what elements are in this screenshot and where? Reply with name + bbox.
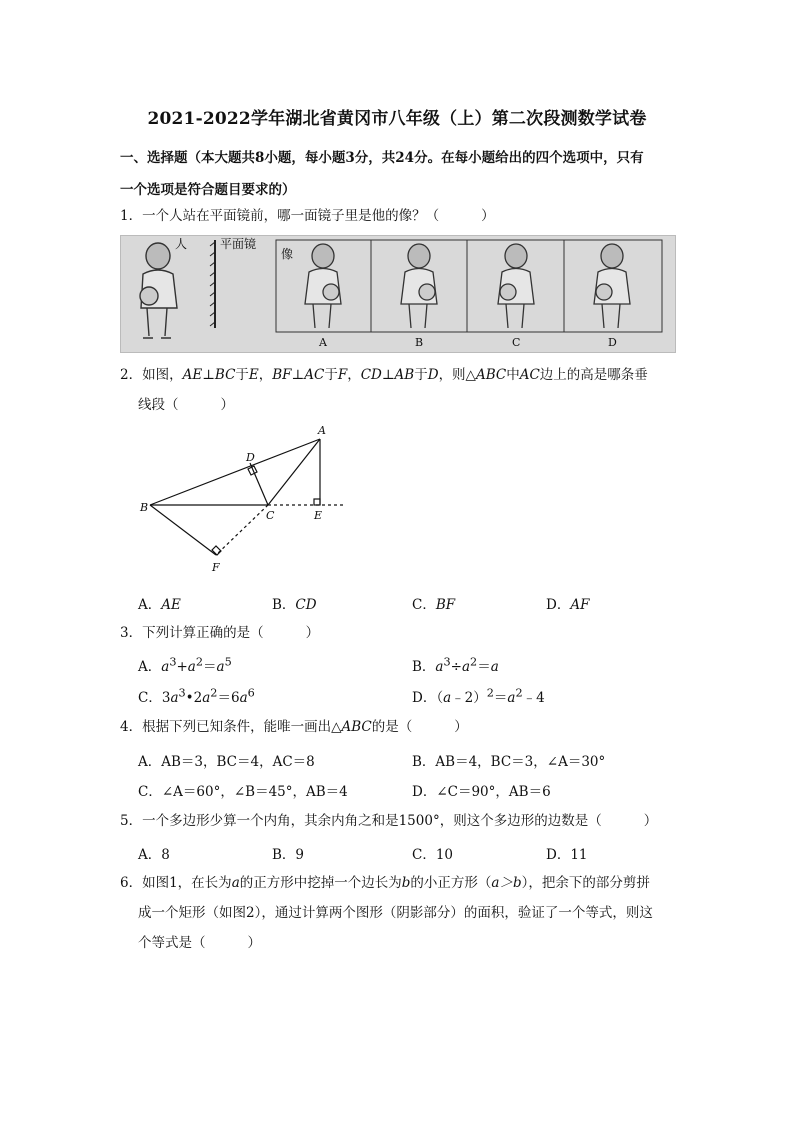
question-text: 的正方形中挖掉一个边长为	[239, 875, 402, 891]
q2-math: AE⊥BC	[182, 367, 236, 383]
q2-option-c	[412, 593, 455, 613]
question-text: 的小正方形（	[410, 875, 492, 891]
question-text: 下列计算正确的是（	[142, 625, 264, 641]
math-operator: ÷	[450, 659, 462, 675]
option-value: 11	[570, 847, 588, 863]
segment-bf	[150, 505, 216, 555]
question-close-paren: ）	[305, 625, 320, 641]
option-value: AB＝4，BC＝3，∠A＝30°	[435, 754, 606, 770]
math-coef: 3	[161, 690, 171, 706]
math-base: a	[187, 659, 196, 675]
choice-c-label: C	[512, 336, 521, 349]
q2-text: ，	[258, 367, 273, 383]
math-operator: ＝	[477, 659, 491, 675]
question-number: 1．	[120, 208, 143, 224]
option-value: 8	[161, 847, 170, 863]
option-label: C．	[138, 690, 162, 706]
question-close-paren: ）	[643, 813, 658, 829]
option-label: A．	[138, 659, 162, 675]
question-text: 的是（	[371, 719, 413, 735]
math-exponent: 3	[178, 686, 186, 700]
q6-math: a＞b	[491, 875, 522, 891]
math-exponent: 2	[470, 655, 478, 669]
q2-math: ABC	[475, 367, 507, 383]
math-operator: ﹣2）	[451, 690, 487, 706]
question-text: 个等式是（	[138, 935, 206, 951]
option-value: 9	[295, 847, 305, 863]
question-text: ），把余下的部分剪拼	[521, 875, 650, 891]
math-base: a	[507, 690, 516, 706]
question-close-paren: ）	[220, 397, 234, 413]
option-label: B．	[272, 597, 296, 613]
question-6	[120, 872, 650, 894]
math-exponent: 6	[247, 686, 255, 700]
math-exponent: 2	[210, 686, 218, 700]
math-exponent: 3	[169, 655, 177, 669]
math-base: a	[490, 659, 499, 675]
right-angle-e	[314, 499, 320, 505]
person-label: 人	[175, 237, 188, 251]
question-2	[120, 364, 648, 386]
question-text: 根据下列已知条件，能唯一画出△	[142, 719, 342, 735]
q2-text: 于	[414, 367, 428, 383]
point-b: B	[140, 501, 149, 514]
option-label: D．	[546, 597, 571, 613]
question-number: 5．	[120, 813, 143, 829]
image-label: 像	[281, 247, 294, 261]
option-value: BF	[435, 597, 456, 613]
option-label: D．	[412, 784, 437, 800]
option-a-figure	[305, 244, 341, 328]
math-operator: •	[185, 690, 194, 706]
question-close-paren: ）	[247, 935, 261, 951]
question-text: 一个多边形少算一个内角，其余内角之和是1500°，则这个多边形的边数是（	[142, 813, 602, 829]
page-title: 2021-2022学年湖北省黄冈市八年级（上）第二次段测数学试卷	[147, 109, 647, 129]
option-label: D．	[546, 847, 571, 863]
q4-option-b	[412, 750, 605, 770]
q3-option-b	[412, 655, 499, 675]
question-2-line2	[120, 394, 234, 416]
q5-option-d	[546, 843, 588, 863]
q2-text: ，	[347, 367, 361, 383]
option-label: C．	[412, 597, 436, 613]
point-c: C	[266, 509, 275, 522]
q2-text: 如图，	[142, 367, 183, 383]
choice-b-label: B	[415, 336, 424, 349]
section-heading-line2: 一个选项是符合题目要求的）	[120, 182, 296, 198]
option-label: A．	[138, 754, 162, 770]
q2-math: AC	[519, 367, 540, 383]
segment-cf-extension	[216, 505, 268, 555]
question-text: 一个人站在平面镜前，哪一面镜子里是他的像？（	[142, 208, 440, 224]
q6-math: a	[231, 875, 240, 891]
q2-math: CD⊥AB	[360, 367, 415, 383]
q5-option-b	[272, 843, 304, 863]
q2-text: 线段（	[138, 397, 179, 413]
math-exponent: 5	[224, 655, 232, 669]
q2-math: BF⊥AC	[272, 367, 325, 383]
math-operator: ﹣4	[522, 690, 545, 706]
question-close-paren: ）	[454, 719, 468, 735]
option-value: 10	[435, 847, 454, 863]
q4-option-d	[412, 780, 551, 800]
question-number: 3．	[120, 625, 143, 641]
option-label: C．	[412, 847, 436, 863]
option-label: A．	[138, 847, 162, 863]
question-number: 2．	[120, 367, 143, 383]
q3-option-a	[138, 655, 232, 675]
option-label: C．	[138, 784, 162, 800]
q2-text: 于	[324, 367, 338, 383]
q2-text: ，则△	[438, 367, 476, 383]
option-label: B．	[412, 659, 436, 675]
q5-option-c	[412, 843, 453, 863]
point-e: E	[314, 509, 323, 522]
question-6-line3	[138, 932, 261, 954]
math-base: a	[435, 659, 444, 675]
point-d: D	[246, 451, 255, 464]
q2-option-b	[272, 593, 317, 613]
question-4	[120, 716, 468, 738]
math-base: a	[216, 659, 225, 675]
math-base: a	[239, 690, 248, 706]
question-6-line2: 成一个矩形（如图2），通过计算两个图形（阴影部分）的面积，验证了一个等式，则这	[138, 905, 653, 921]
math-operator: ＝	[493, 690, 508, 706]
triangle-figure	[130, 425, 360, 580]
option-c-figure	[498, 244, 534, 328]
math-operator: +	[176, 659, 188, 675]
right-angle-d	[248, 466, 257, 475]
q2-text: 中	[506, 367, 520, 383]
q2-math: D	[427, 367, 439, 383]
math-base: a	[443, 690, 452, 706]
question-text: 如图1，在长为	[142, 875, 232, 891]
math-exponent: 3	[443, 655, 451, 669]
question-close-paren: ）	[481, 208, 495, 224]
math-coef: 2	[193, 690, 203, 706]
math-base: a	[202, 690, 211, 706]
q2-option-a	[138, 593, 181, 613]
math-coef: 6	[230, 690, 240, 706]
q4-math: ABC	[341, 719, 372, 735]
mirror-figure	[120, 235, 676, 353]
point-a: A	[318, 425, 326, 437]
question-1	[120, 205, 495, 227]
math-exponent: 2	[195, 655, 204, 669]
math-operator: ＝	[203, 659, 217, 675]
math-exponent: 2	[515, 686, 523, 700]
question-5	[120, 810, 657, 832]
q2-option-d	[546, 593, 589, 613]
math-base: a	[170, 690, 179, 706]
option-value: ∠A＝60°，∠B＝45°，AB＝4	[161, 784, 348, 800]
math-base: a	[461, 659, 471, 675]
q2-math: F	[337, 367, 348, 383]
question-number: 6．	[120, 875, 143, 891]
q2-text: 边上的高是哪条垂	[539, 367, 648, 383]
q6-math: b	[401, 875, 411, 891]
person-figure	[140, 243, 177, 338]
triangle-diagram	[130, 425, 360, 580]
segment-cd	[250, 463, 268, 505]
choice-d-label: D	[608, 336, 617, 349]
mirror-label: 平面镜	[220, 237, 257, 251]
option-value: CD	[295, 597, 317, 613]
q4-option-c	[138, 780, 348, 800]
mirror-illustration	[121, 236, 675, 352]
option-label: A．	[138, 597, 162, 613]
option-label: B．	[412, 754, 436, 770]
option-d-figure	[594, 244, 630, 328]
choice-a-label: A	[319, 336, 327, 349]
q4-option-a	[138, 750, 315, 770]
q5-option-a	[138, 843, 170, 863]
point-f: F	[212, 561, 220, 574]
option-value: ∠C＝90°，AB＝6	[436, 784, 551, 800]
math-exponent: 2	[486, 686, 494, 700]
section-heading-line1: 一、选择题（本大题共8小题，每小题3分，共24分。在每小题给出的四个选项中，只有	[120, 150, 644, 166]
option-value: AB＝3，BC＝4，AC＝8	[161, 754, 315, 770]
option-value: AF	[570, 597, 590, 613]
math-paren: （	[436, 690, 444, 706]
q2-math: E	[248, 367, 259, 383]
q3-option-d	[412, 686, 545, 706]
option-label: D．	[412, 690, 437, 706]
option-value: AE	[161, 597, 181, 613]
question-3	[120, 622, 319, 644]
math-operator: ＝	[217, 690, 231, 706]
question-number: 4．	[120, 719, 143, 735]
option-b-figure	[401, 244, 437, 328]
math-base: a	[161, 659, 170, 675]
q2-text: 于	[235, 367, 249, 383]
option-label: B．	[272, 847, 296, 863]
q3-option-c	[138, 686, 255, 706]
